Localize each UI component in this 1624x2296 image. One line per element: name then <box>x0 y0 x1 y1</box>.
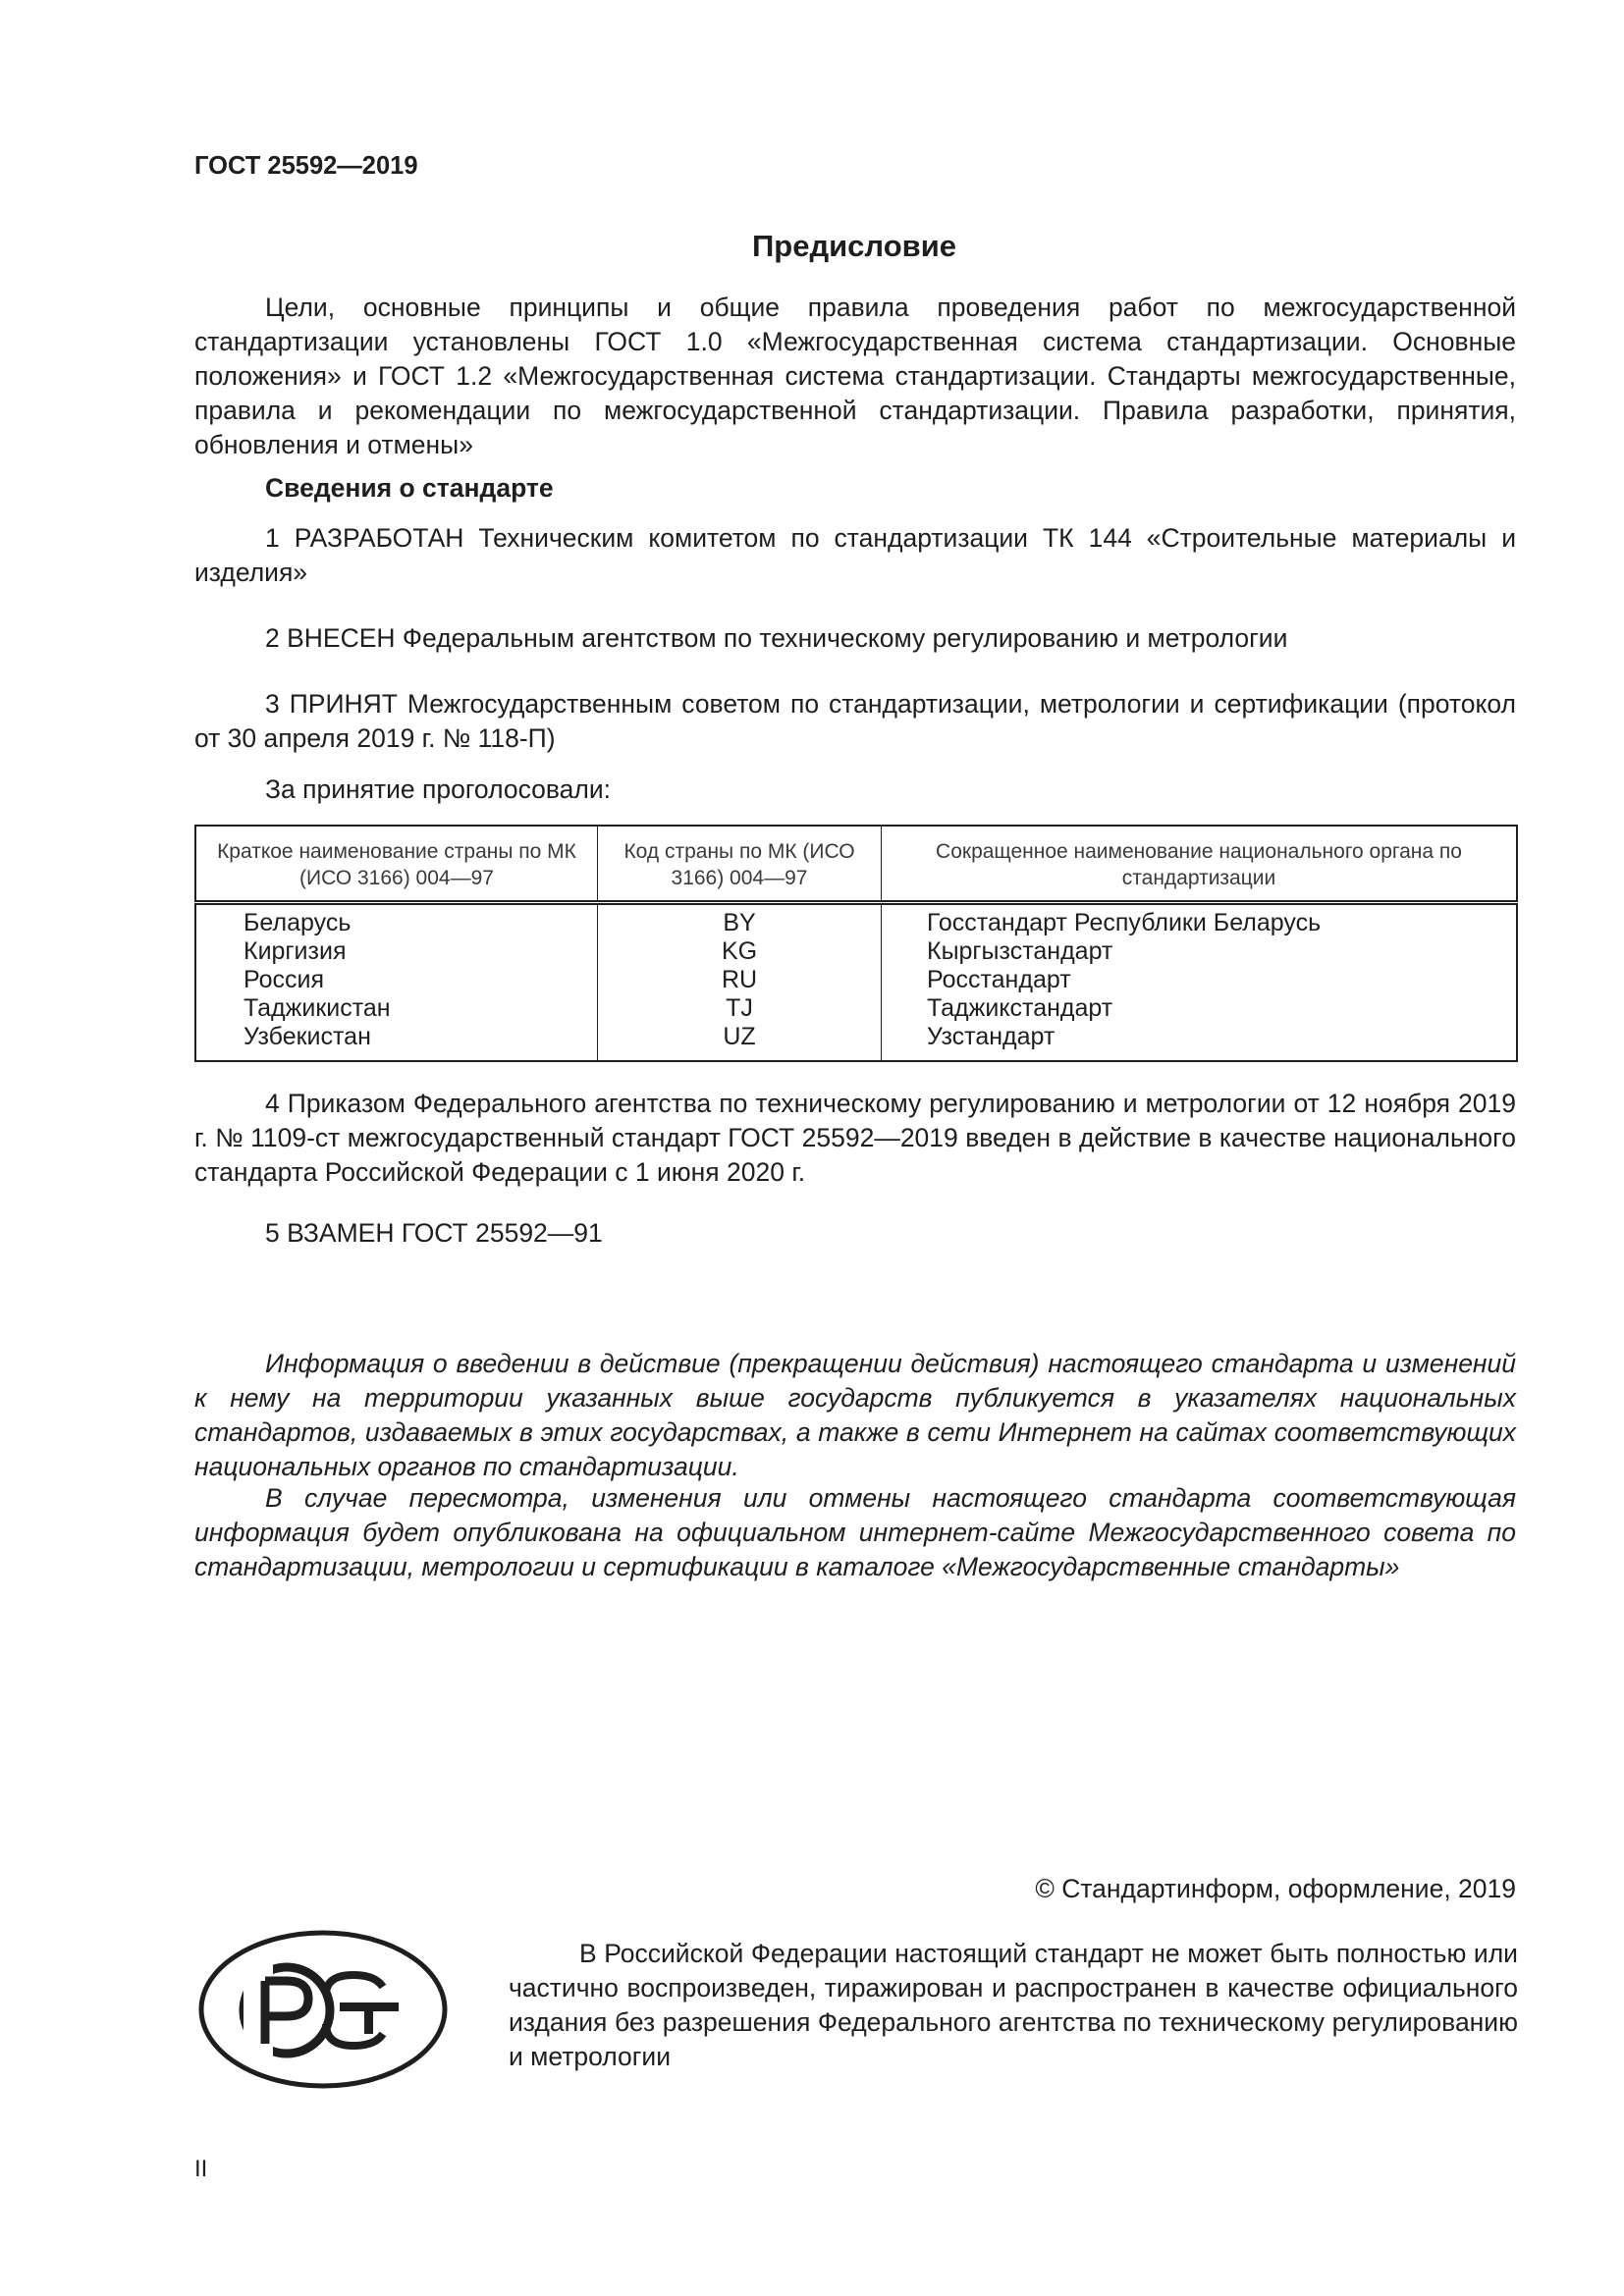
rst-logo-icon <box>196 1926 450 2093</box>
table-header-row <box>195 826 1517 903</box>
item-5: 5 ВЗАМЕН ГОСТ 25592—91 <box>265 1218 603 1248</box>
page-number: II <box>194 2156 208 2182</box>
intro-paragraph: Цели, основные принципы и общие правила проведения работ по межгосударственной стандартизации установлены ГОСТ 1.0 «Межгосударственная система стандартизации. Основные положения» и ГОСТ 1.2 «Межгосударственная система стандартизации. Стандарты межгосударственные, правила и рекомендации по межгосударственной стандартизации. Правила разработки, принятия, обновления и отмены» <box>194 293 1516 459</box>
notice-paragraph-1: Информация о введении в действие (прекращении действия) настоящего стандарта и изменений к нему на территории указанных выше государств публикуется в указателях национальных стандартов, издаваемых в этих государствах, а также в сети Интернет на сайтах соответствующих национальных органов по стандартизации. <box>194 1349 1516 1481</box>
body-cell: Росстандарт <box>927 966 1071 993</box>
table-header-body: Сокращенное наименование национального органа по стандартизации <box>882 826 1518 903</box>
table-row <box>195 903 1517 1062</box>
page-title: Предисловие <box>751 229 956 263</box>
table-header-country: Краткое наименование страны по МК (ИСО 3166) 004—97 <box>195 826 598 903</box>
code-cell: BY <box>723 909 756 936</box>
item-1: 1 РАЗРАБОТАН Техническим комитетом по стандартизации ТК 144 «Строительные материалы и изделия» <box>194 523 1516 587</box>
copyright-line: © Стандартинформ, оформление, 2019 <box>1035 1874 1516 1903</box>
code-cell: RU <box>721 966 758 993</box>
item-2: 2 ВНЕСЕН Федеральным агентством по техническому регулированию и метрологии <box>265 623 1288 653</box>
body-cell: Кыргызстандарт <box>927 937 1113 965</box>
country-cell: Беларусь <box>244 909 352 936</box>
item-4: 4 Приказом Федерального агентства по техническому регулированию и метрологии от 12 ноября 2019 г. № 1109-ст межгосударственный стандарт ГОСТ 25592—2019 введен в действие в качестве национального стандарта Российской Федерации с 1 июня 2020 г. <box>194 1089 1516 1187</box>
country-column <box>195 903 598 1062</box>
body-column <box>882 903 1518 1062</box>
document-header: ГОСТ 25592—2019 <box>194 152 418 180</box>
body-cell: Госстандарт Республики Беларусь <box>927 909 1322 936</box>
country-cell: Узбекистан <box>244 1023 371 1050</box>
code-column <box>598 903 882 1062</box>
code-cell: TJ <box>726 994 753 1022</box>
voted-label: За принятие проголосовали: <box>265 774 612 804</box>
item-3: 3 ПРИНЯТ Межгосударственным советом по стандартизации, метрологии и сертификации (протокол от 30 апреля 2019 г. № 118-П) <box>194 689 1516 753</box>
country-cell: Киргизия <box>244 937 347 965</box>
body-cell: Узстандарт <box>927 1023 1056 1050</box>
table-header-code: Код страны по МК (ИСО 3166) 004—97 <box>598 826 882 903</box>
legal-notice: В Российской Федерации настоящий стандарт не может быть полностью или частично воспроизведен, тиражирован и распространен в качестве официального издания без разрешения Федерального агентства по техническому регулированию и метрологии <box>509 1939 1518 2071</box>
body-cell: Таджикстандарт <box>927 994 1113 1022</box>
code-cell: KG <box>721 937 758 965</box>
country-cell: Россия <box>244 966 324 993</box>
notice-paragraph-2: В случае пересмотра, изменения или отмены настоящего стандарта соответствующая информация будет опубликована на официальном интернет-сайте Межгосударственного совета по стандартизации, метрологии и сертификации в каталоге «Межгосударственные стандарты» <box>194 1483 1516 1581</box>
info-heading: Сведения о стандарте <box>265 473 554 503</box>
code-cell: UZ <box>723 1023 756 1050</box>
voting-table <box>194 825 1518 1062</box>
country-cell: Таджикистан <box>244 994 391 1022</box>
